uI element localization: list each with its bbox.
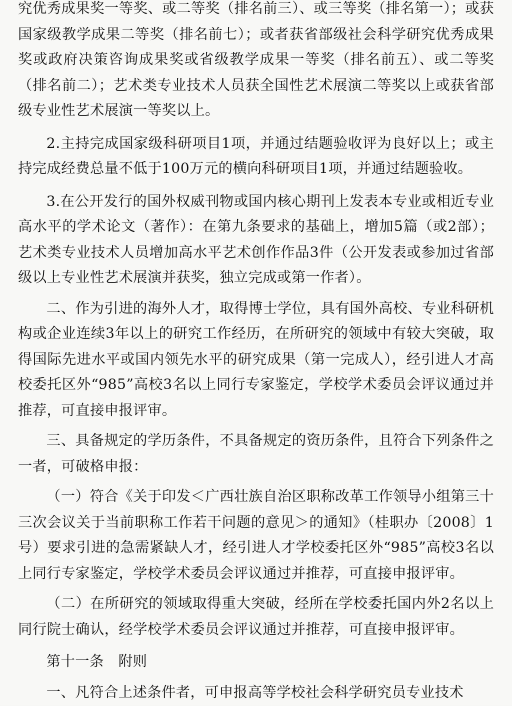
paragraph-exceptional-conditions: 三、具备规定的学历条件，不具备规定的资历条件，且符合下列条件之一者，可破格申报： — [18, 429, 494, 480]
paragraph-condition-two: （二）在所研究的领域取得重大突破，经所在学校委托国内外2名以上同行院士确认，经学校学术委员会评议通过并推荐，可直接申报评审。 — [18, 592, 494, 643]
paragraph-award-criteria: 究优秀成果奖一等奖、或二等奖（排名前三）、或三等奖（排名第一）；或获国家级教学成果二等奖（排名前七）；或者获省部级社会科学研究优秀成果奖或政府决策咨询成果奖或省级教学成果一等奖（排名前五）、或二等奖（排名前二）；艺术类专业技术人员获全国性艺术展演二等奖以上或获省部级专业性艺术展演一等奖以上。 — [18, 0, 494, 125]
paragraph-research-project: 2.主持完成国家级科研项目1项，并通过结题验收评为良好以上；或主持完成经费总量不低于100万元的横向科研项目1项，并通过结题验收。 — [18, 132, 494, 183]
article-heading: 第十一条 附则 — [18, 650, 494, 676]
paragraph-supplementary: 一、凡符合上述条件者，可申报高等学校社会科学研究员专业技术 — [18, 681, 494, 706]
paragraph-publications: 3.在公开发行的国外权威刊物或国内核心期刊上发表本专业或相近专业高水平的学术论文（著作）：在第九条要求的基础上，增加5篇（或2部）；艺术类专业技术人员增加高水平艺术创作作品3件（公开发表或参加过省部级以上专业性艺术展演并获奖，独立完成或第一作者）。 — [18, 190, 494, 292]
paragraph-overseas-talent: 二、作为引进的海外人才，取得博士学位，具有国外高校、专业科研机构或企业连续3年以上的研究工作经历，在所研究的领域中有较大突破，取得国际先进水平或国内领先水平的研究成果（第一完成人），经引进人才高校委托区外“985”高校3名以上同行专家鉴定，学校学术委员会评议通过并推荐，可直接申报评审。 — [18, 297, 494, 425]
paragraph-condition-one: （一）符合《关于印发＜广西壮族自治区职称改革工作领导小组第三十三次会议关于当前职称工作若干问题的意见＞的通知》（桂职办〔2008〕1号）要求引进的急需紧缺人才，经引进人才学校委托区外“985”高校3名以上同行专家鉴定，学校学术委员会评议通过并推荐，可直接申报评审。 — [18, 485, 494, 587]
